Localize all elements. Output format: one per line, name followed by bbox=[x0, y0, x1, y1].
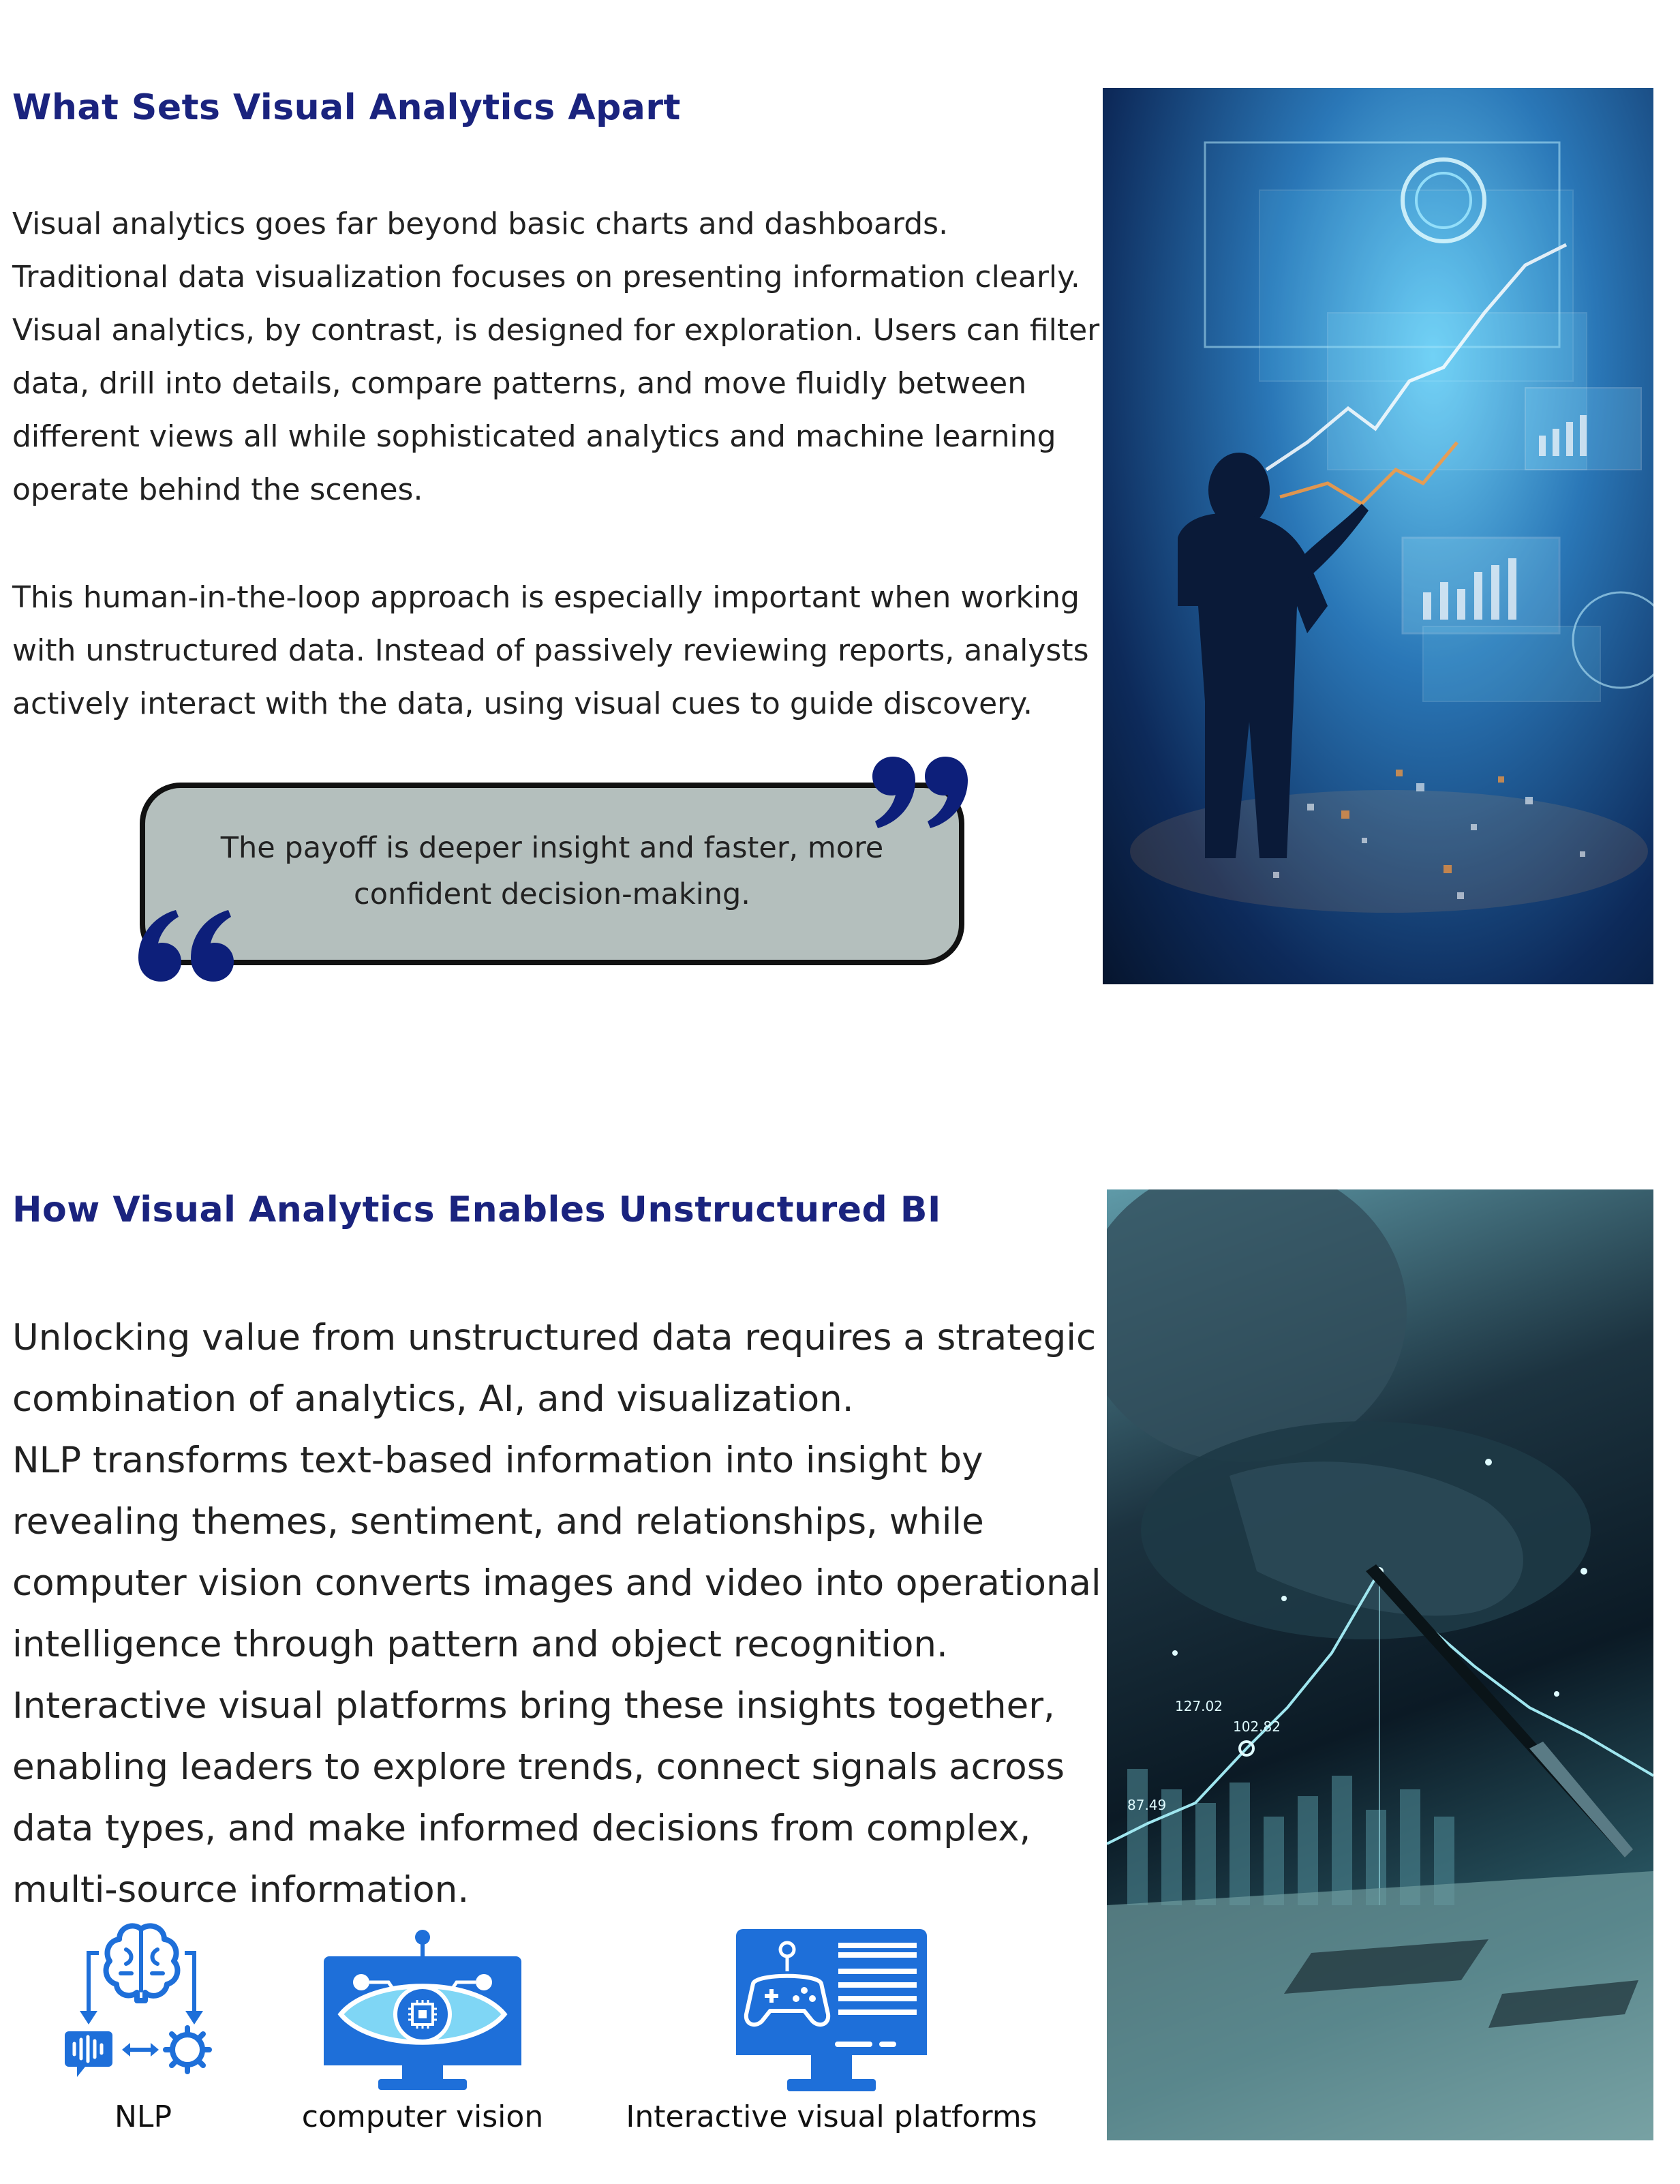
open-quote-icon bbox=[135, 903, 237, 985]
close-quote-icon bbox=[869, 753, 971, 835]
brain-network-icon bbox=[65, 1919, 222, 2082]
icon-label-nlp: NLP bbox=[114, 2099, 172, 2134]
section-heading-visual-analytics-apart: What Sets Visual Analytics Apart bbox=[12, 87, 681, 128]
paragraph-unstructured-bi: Unlocking value from unstructured data requires a strategic combination of analytics, AI, and visualization. NLP transforms text-based information into insight by revealing themes, sentiment, and relationships, while computer vision converts images and video into operational intelligence through pattern and object recognition. Interactive visual platforms bring these insights together, enabling leaders to explore trends, connect signals across data types, and make informed decisions from complex, multi-source information. bbox=[12, 1317, 1101, 1911]
photo-hand-pen-financial-chart bbox=[1107, 1189, 1653, 2140]
chart-readout-low: 87.49 bbox=[1127, 1797, 1167, 1813]
icon-label-computer-vision: computer vision bbox=[301, 2099, 544, 2134]
gamepad-monitor-icon bbox=[736, 1929, 927, 2096]
chart-readout-high: 127.02 bbox=[1175, 1698, 1223, 1714]
quote-text: The payoff is deeper insight and faster, more confident decision-making. bbox=[220, 831, 884, 911]
paragraph-human-in-the-loop: This human-in-the-loop approach is especially important when working with unstructured data. Instead of passively reviewing reports, analysts actively interact with the data, using visual cues to guide discovery. bbox=[12, 580, 1089, 721]
chart-readout-mid: 102.82 bbox=[1233, 1718, 1281, 1735]
photo-analyst-futuristic-dashboards bbox=[1103, 88, 1653, 984]
section-heading-unstructured-bi: How Visual Analytics Enables Unstructured BI bbox=[12, 1189, 941, 1230]
icon-label-interactive-visual-platforms: Interactive visual platforms bbox=[626, 2099, 1037, 2134]
paragraph-visual-analytics-definition: Visual analytics goes far beyond basic charts and dashboards. Traditional data visualization focuses on presenting information clearly. Visual analytics, by contrast, is designed for exploration. Users can filter data, drill into details, compare patterns, and move fluidly between different views all while sophisticated analytics and machine learning operate behind the scenes. bbox=[12, 207, 1100, 507]
eye-monitor-icon bbox=[324, 1929, 521, 2093]
